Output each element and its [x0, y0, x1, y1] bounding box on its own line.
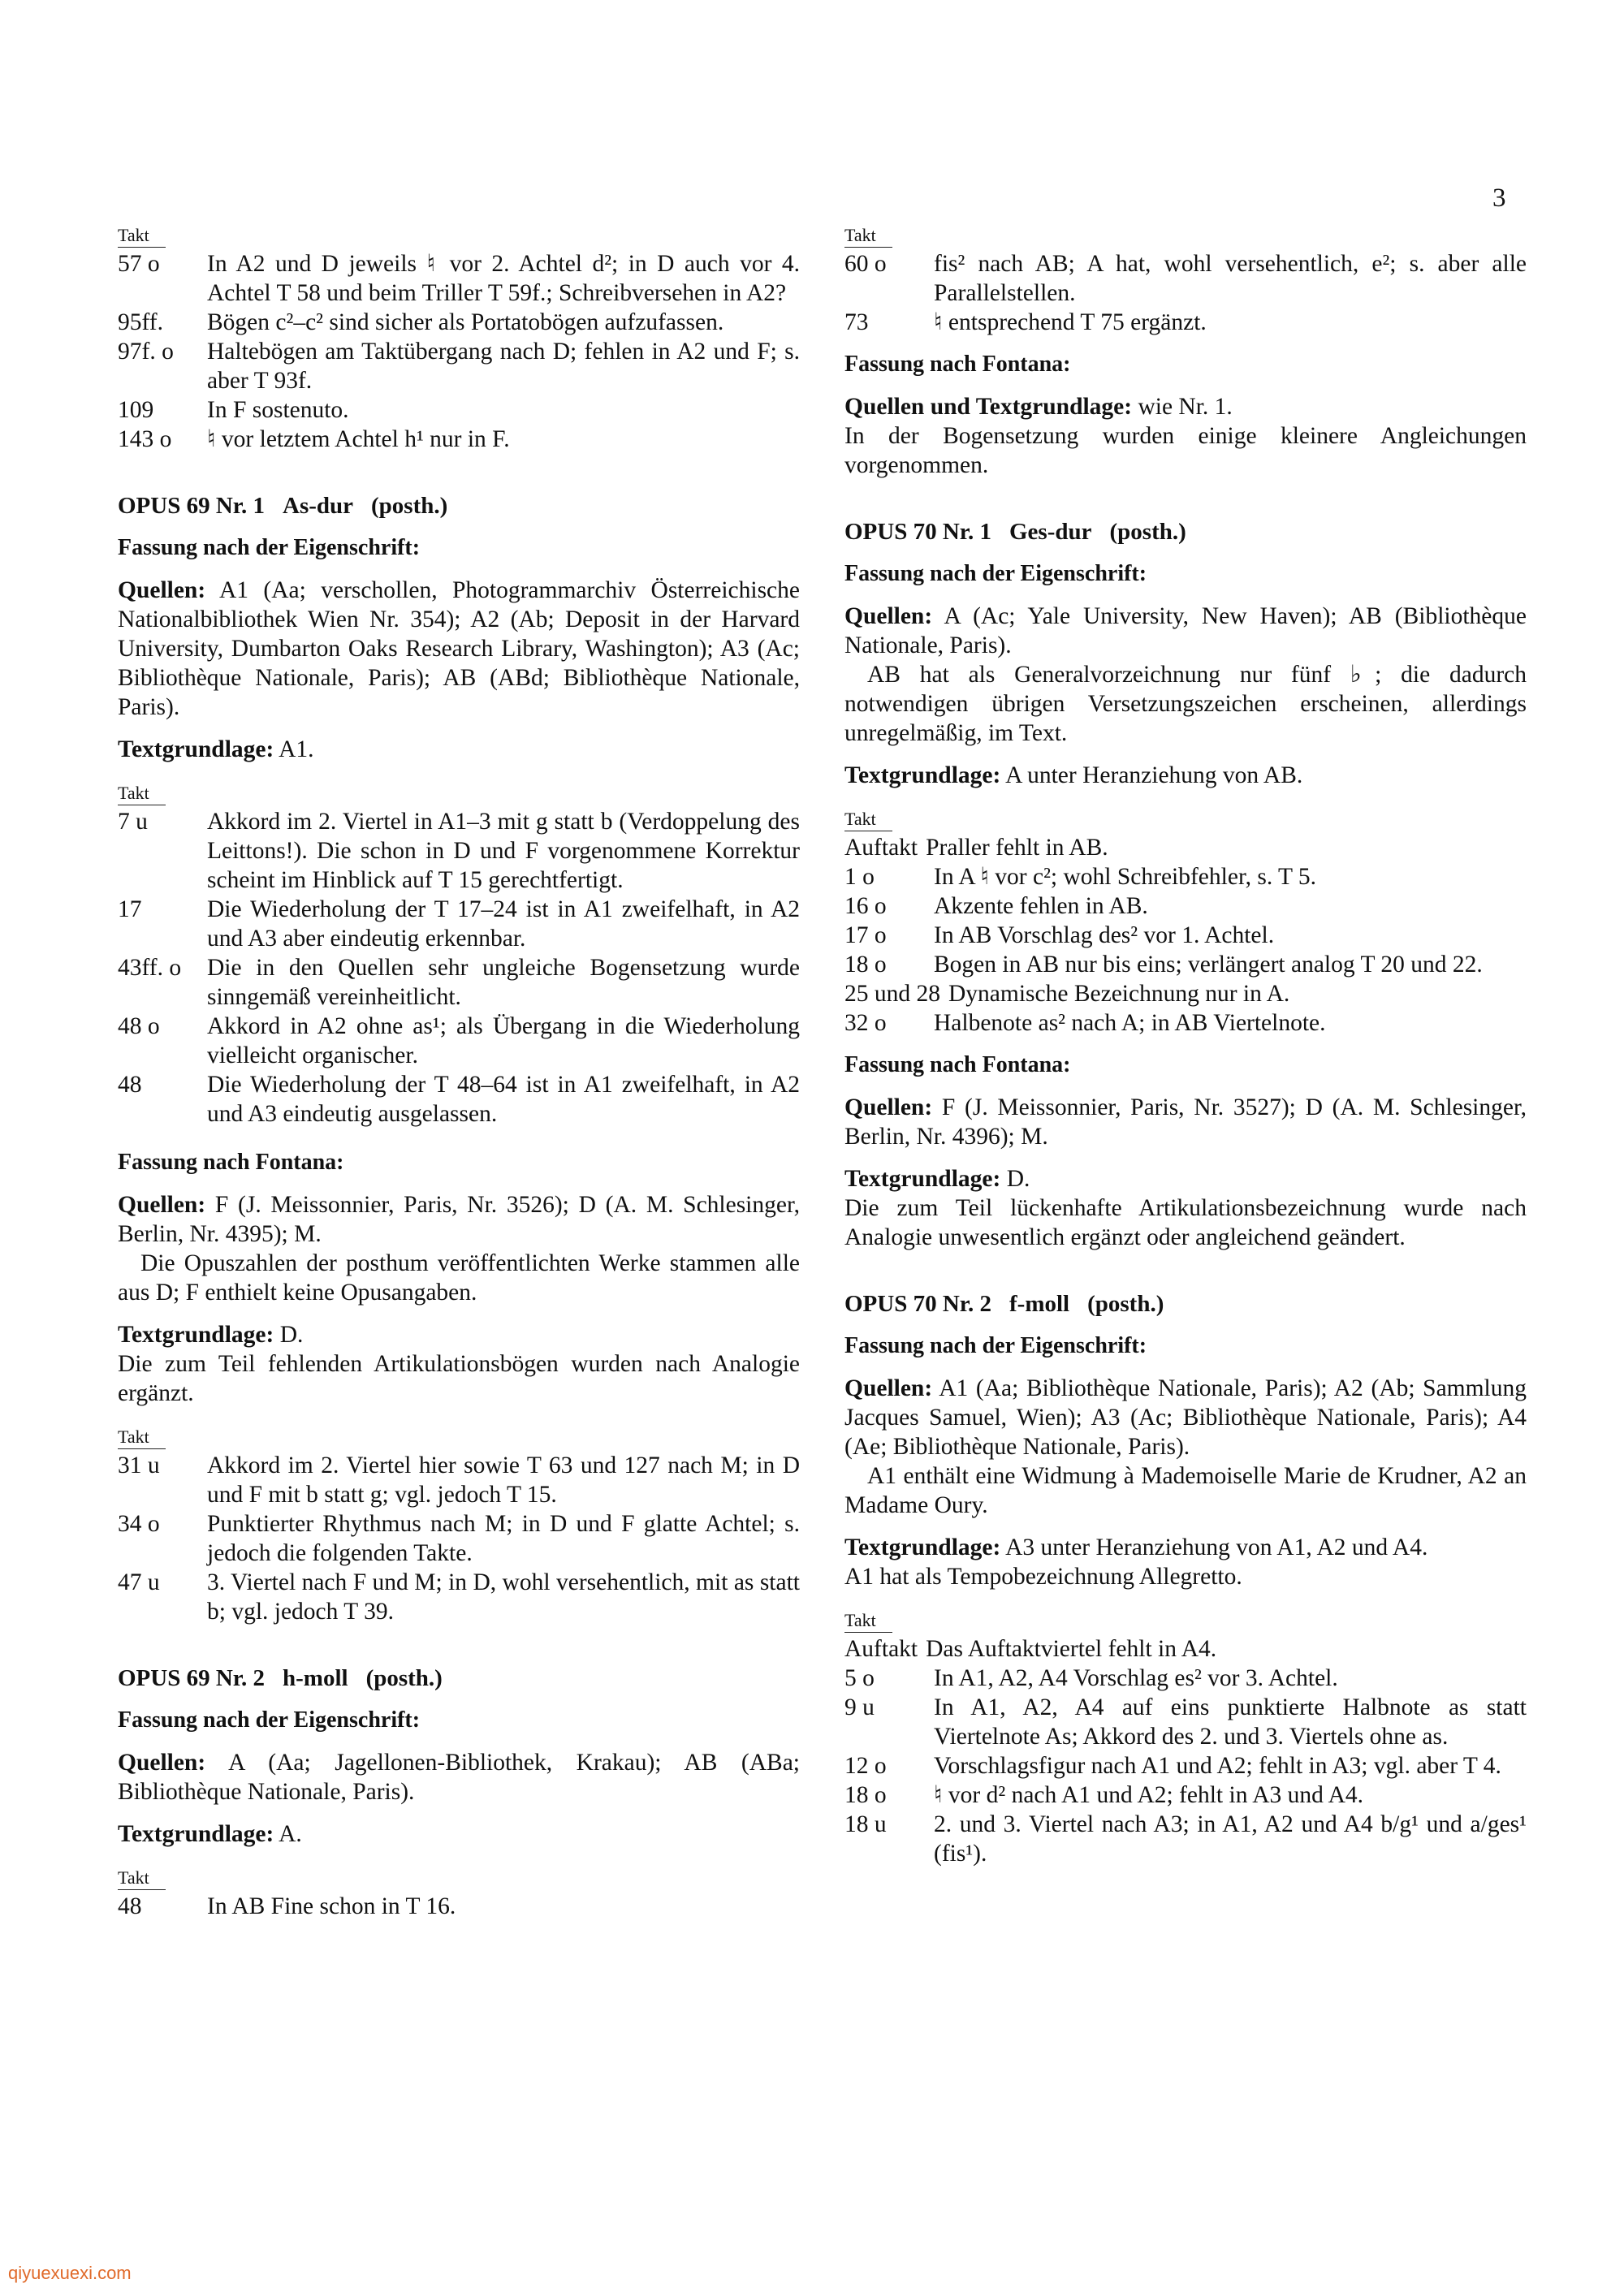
- sources-paragraph: [844, 392, 1527, 421]
- sources-paragraph: [118, 1748, 800, 1806]
- sources-label: Quellen:: [118, 577, 206, 603]
- list-item: [118, 895, 800, 953]
- sources-text: A (Aa; Jagellonen-Bibliothek, Krakau); AB (ABa; Bibliothèque Nationale, Paris).: [118, 1750, 801, 1805]
- text-basis-text: D.: [279, 1322, 304, 1348]
- text-basis-paragraph: [118, 735, 800, 764]
- note-paragraph: A1 enthält eine Widmung à Mademoiselle Marie de Krudner, A2 an Madame Oury.: [844, 1463, 1527, 1518]
- list-item: [844, 950, 1527, 979]
- measure-number: 25 und 28: [844, 981, 940, 1007]
- entry-list: [118, 1451, 800, 1626]
- sources-paragraph: [844, 602, 1527, 660]
- opus-posth: (posth.): [1087, 1291, 1164, 1317]
- text-basis-paragraph: [844, 761, 1527, 790]
- entry-text: ♮ vor letztem Achtel h¹ nur in F.: [207, 426, 510, 452]
- sources-paragraph: [844, 1093, 1527, 1151]
- text-basis-label: Textgrundlage:: [118, 1322, 274, 1348]
- opus-posth: (posth.): [371, 493, 448, 519]
- opus-heading: [844, 1289, 1527, 1319]
- entry-list: [844, 1634, 1527, 1868]
- entry-text: In AB Fine schon in T 16.: [207, 1893, 456, 1919]
- opus-key: As-dur: [283, 493, 354, 519]
- list-item: [844, 833, 1527, 862]
- list-item: [118, 1892, 800, 1921]
- measure-number: 5 o: [844, 1665, 875, 1691]
- text-basis-paragraph: [844, 1533, 1527, 1562]
- left-column: [118, 219, 800, 1921]
- entry-text: Halbenote as² nach A; in AB Viertelnote.: [934, 1010, 1326, 1036]
- text-basis-text: A1.: [279, 736, 314, 762]
- measure-number: 17: [118, 896, 142, 922]
- list-item: [844, 921, 1527, 950]
- measure-number: 95ff.: [118, 309, 163, 335]
- text-basis-paragraph: [118, 1819, 800, 1849]
- note-paragraph: AB hat als Generalvorzeichnung nur fünf ♭; die dadurch notwendigen übrigen Versetzungszeichen erscheinen, allerdings unregelmäßig, im Text.: [844, 662, 1527, 746]
- opus-posth: (posth.): [365, 1665, 443, 1691]
- watermark: qiyuexuexi.com: [0, 2255, 219, 2292]
- list-item: [118, 1509, 800, 1568]
- list-item: [844, 1693, 1527, 1751]
- sources-paragraph: [118, 576, 800, 722]
- list-item: [118, 395, 800, 425]
- entry-text: Die Wiederholung der T 48–64 ist in A1 zweifelhaft, in A2 und A3 eindeutig ausgelassen.: [207, 1072, 800, 1127]
- sources-label: Quellen:: [844, 1094, 933, 1120]
- list-item: [118, 1451, 800, 1509]
- text-basis-text: A3 unter Heranziehung von A1, A2 und A4.: [1005, 1534, 1428, 1560]
- text-basis-text: A.: [279, 1821, 302, 1847]
- sources-label: Quellen:: [844, 1375, 933, 1401]
- note-paragraph: Die Opuszahlen der posthum veröffentlichten Werke stammen alle aus D; F enthielt keine Opusangaben.: [118, 1250, 800, 1306]
- entry-text: In F sostenuto.: [207, 397, 349, 423]
- sources-text: A (Ac; Yale University, New Haven); AB (Bibliothèque Nationale, Paris).: [844, 603, 1527, 658]
- entry-text: In A1, A2, A4 Vorschlag es² vor 3. Achtel.: [934, 1665, 1338, 1691]
- entry-text: Praller fehlt in AB.: [926, 835, 1108, 861]
- entry-text: Dynamische Bezeichnung nur in A.: [948, 981, 1290, 1007]
- section-heading: Fassung nach Fontana:: [844, 1052, 1071, 1077]
- entry-text: Bögen c²–c² sind sicher als Portatobögen aufzufassen.: [207, 309, 724, 335]
- takt-label: Takt: [844, 808, 892, 831]
- list-item: [118, 1070, 800, 1129]
- takt-label: Takt: [118, 224, 166, 248]
- list-item: [844, 1751, 1527, 1781]
- measure-number: 97f. o: [118, 339, 174, 365]
- list-item: [844, 862, 1527, 891]
- text-basis-label: Textgrundlage:: [118, 736, 274, 762]
- opus-key: Ges-dur: [1009, 519, 1092, 545]
- measure-number: 73: [844, 309, 869, 335]
- measure-number: 60 o: [844, 251, 887, 277]
- entry-text: Die in den Quellen sehr ungleiche Bogensetzung wurde sinngemäß vereinheitlicht.: [207, 955, 800, 1010]
- opus-number: OPUS 70 Nr. 2: [844, 1291, 991, 1317]
- list-item: [118, 953, 800, 1012]
- takt-label: Takt: [844, 224, 892, 248]
- entry-text: In A1, A2, A4 auf eins punktierte Halbnote as statt Viertelnote As; Akkord des 2. und 3. Viertels ohne as.: [934, 1694, 1527, 1750]
- section-heading: Fassung nach der Eigenschrift:: [118, 1707, 421, 1733]
- text-basis-text: A unter Heranziehung von AB.: [1005, 762, 1303, 788]
- opus-key: f-moll: [1009, 1291, 1070, 1317]
- section-heading: Fassung nach der Eigenschrift:: [118, 535, 421, 560]
- list-item: [118, 1568, 800, 1626]
- list-item: [118, 425, 800, 454]
- text-basis-label: Textgrundlage:: [118, 1821, 274, 1847]
- list-item: [844, 308, 1527, 337]
- measure-number: 18 o: [844, 952, 887, 978]
- measure-number: 143 o: [118, 426, 172, 452]
- measure-number: 31 u: [118, 1452, 160, 1478]
- measure-number: 18 u: [844, 1811, 887, 1837]
- entry-list: [844, 833, 1527, 1038]
- entry-text: Akkord im 2. Viertel hier sowie T 63 und 127 nach M; in D und F mit b statt g; vgl. jedoch T 15.: [207, 1452, 800, 1508]
- entry-text: 3. Viertel nach F und M; in D, wohl versehentlich, mit as statt b; vgl. jedoch T 39.: [207, 1569, 800, 1625]
- entry-list: [844, 249, 1527, 337]
- sources-text: F (J. Meissonnier, Paris, Nr. 3526); D (A. M. Schlesinger, Berlin, Nr. 4395); M.: [118, 1192, 800, 1247]
- list-item: [118, 337, 800, 395]
- sources-text: A1 (Aa; verschollen, Photogrammarchiv Österreichische Nationalbibliothek Wien Nr. 354); A2 (Ab; Deposit in der Harvard University, Dumbarton Oaks Research Library, Washington); A3 (Ac; Bibliothèque Nationale, Paris); AB (ABd; Bibliothèque Nationale, Paris).: [118, 577, 800, 720]
- takt-label: Takt: [118, 1867, 166, 1890]
- entry-text: Akkord in A2 ohne as¹; als Übergang in die Wiederholung vielleicht organischer.: [207, 1013, 800, 1068]
- opus-number: OPUS 69 Nr. 1: [118, 493, 265, 519]
- list-item: [844, 1634, 1527, 1664]
- sources-label: Quellen:: [844, 603, 933, 629]
- section-heading: Fassung nach der Eigenschrift:: [844, 1333, 1147, 1358]
- text-basis-paragraph: [118, 1320, 800, 1349]
- entry-text: ♮ vor d² nach A1 und A2; fehlt in A3 und A4.: [934, 1782, 1364, 1808]
- sources-paragraph: [118, 1190, 800, 1249]
- section-heading: Fassung nach der Eigenschrift:: [844, 561, 1147, 586]
- list-item: [118, 807, 800, 895]
- list-item: [118, 308, 800, 337]
- measure-number: 12 o: [844, 1753, 887, 1779]
- sources-label: Quellen:: [118, 1192, 206, 1218]
- takt-label: Takt: [118, 1426, 166, 1449]
- measure-number: 48: [118, 1893, 142, 1919]
- note-paragraph: Die zum Teil lückenhafte Artikulationsbezeichnung wurde nach Analogie unwesentlich ergänzt oder angleichend geändert.: [844, 1195, 1527, 1250]
- list-item: [844, 1664, 1527, 1693]
- list-item: [844, 1810, 1527, 1868]
- note-paragraph: In der Bogensetzung wurden einige kleinere Angleichungen vorgenommen.: [844, 423, 1527, 478]
- right-column: [844, 219, 1527, 1868]
- opus-heading: [118, 491, 800, 520]
- sources-label: Quellen und Textgrundlage:: [844, 394, 1133, 420]
- text-basis-text: D.: [1006, 1166, 1030, 1192]
- list-item: [844, 979, 1527, 1008]
- opus-heading: [844, 517, 1527, 546]
- opus-posth: (posth.): [1109, 519, 1186, 545]
- sources-label: Quellen:: [118, 1750, 206, 1776]
- note-paragraph: A1 hat als Tempobezeichnung Allegretto.: [844, 1564, 1242, 1590]
- takt-label: Takt: [844, 1609, 892, 1633]
- measure-number: 18 o: [844, 1782, 887, 1808]
- list-item: [118, 1012, 800, 1070]
- entry-list: [118, 1892, 800, 1921]
- text-basis-label: Textgrundlage:: [844, 1534, 1001, 1560]
- measure-number: 43ff. o: [118, 955, 182, 981]
- section-heading: Fassung nach Fontana:: [844, 352, 1071, 377]
- measure-number: 34 o: [118, 1511, 160, 1537]
- text-basis-paragraph: [844, 1164, 1527, 1193]
- entry-text: In AB Vorschlag des² vor 1. Achtel.: [934, 922, 1275, 948]
- entry-text: Punktierter Rhythmus nach M; in D und F glatte Achtel; s. jedoch die folgenden Takte.: [207, 1511, 800, 1566]
- entry-list: [118, 807, 800, 1129]
- measure-number: 57 o: [118, 251, 160, 277]
- section-heading: Fassung nach Fontana:: [118, 1150, 344, 1175]
- sources-text: F (J. Meissonnier, Paris, Nr. 3527); D (A. M. Schlesinger, Berlin, Nr. 4396); M.: [844, 1094, 1527, 1150]
- measure-number: 16 o: [844, 893, 887, 919]
- text-basis-label: Textgrundlage:: [844, 762, 1001, 788]
- entry-text: Vorschlagsfigur nach A1 und A2; fehlt in A3; vgl. aber T 4.: [934, 1753, 1501, 1779]
- measure-number: 109: [118, 397, 154, 423]
- list-item: [844, 891, 1527, 921]
- sources-text: A1 (Aa; Bibliothèque Nationale, Paris); A2 (Ab; Sammlung Jacques Samuel, Wien); A3 (Ac; Bibliothèque Nationale, Paris); A4 (Ae; Bibliothèque Nationale, Paris).: [844, 1375, 1527, 1460]
- measure-number: Auftakt: [844, 835, 918, 861]
- entry-text: In A2 und D jeweils ♮ vor 2. Achtel d²; in D auch vor 4. Achtel T 58 und beim Triller T 59f.; Schreibversehen in A2?: [207, 251, 800, 306]
- list-item: [844, 1781, 1527, 1810]
- measure-number: 48: [118, 1072, 142, 1098]
- opus-number: OPUS 69 Nr. 2: [118, 1665, 265, 1691]
- page-number: 3: [1492, 183, 1506, 213]
- list-item: [844, 1008, 1527, 1038]
- list-item: [118, 249, 800, 308]
- measure-number: 47 u: [118, 1569, 160, 1595]
- measure-number: 9 u: [844, 1694, 875, 1720]
- entry-text: Bogen in AB nur bis eins; verlängert analog T 20 und 22.: [934, 952, 1483, 978]
- entry-text: Akkord im 2. Viertel in A1–3 mit g statt b (Verdoppelung des Leittons!). Die schon in D und F vorgenommene Korrektur scheint im Hinblick auf T 15 gerechtfertigt.: [207, 809, 800, 893]
- sources-paragraph: [844, 1374, 1527, 1461]
- takt-label: Takt: [118, 782, 166, 805]
- measure-number: 32 o: [844, 1010, 887, 1036]
- opus-key: h-moll: [283, 1665, 348, 1691]
- entry-text: Akzente fehlen in AB.: [934, 893, 1148, 919]
- measure-number: 17 o: [844, 922, 887, 948]
- measure-number: 1 o: [844, 864, 875, 890]
- entry-text: Haltebögen am Taktübergang nach D; fehlen in A2 und F; s. aber T 93f.: [207, 339, 800, 394]
- entry-list: [118, 249, 800, 454]
- sources-text: wie Nr. 1.: [1138, 394, 1233, 420]
- measure-number: 48 o: [118, 1013, 160, 1039]
- entry-text: 2. und 3. Viertel nach A3; in A1, A2 und A4 b/g¹ und a/ges¹ (fis¹).: [934, 1811, 1527, 1867]
- note-paragraph: Die zum Teil fehlenden Artikulationsbögen wurden nach Analogie ergänzt.: [118, 1351, 800, 1406]
- measure-number: Auftakt: [844, 1636, 918, 1662]
- entry-text: In A ♮ vor c²; wohl Schreibfehler, s. T 5.: [934, 864, 1317, 890]
- entry-text: ♮ entsprechend T 75 ergänzt.: [934, 309, 1207, 335]
- opus-number: OPUS 70 Nr. 1: [844, 519, 991, 545]
- text-basis-label: Textgrundlage:: [844, 1166, 1001, 1192]
- measure-number: 7 u: [118, 809, 148, 835]
- entry-text: Das Auftaktviertel fehlt in A4.: [926, 1636, 1217, 1662]
- list-item: [844, 249, 1527, 308]
- opus-heading: [118, 1664, 800, 1693]
- entry-text: Die Wiederholung der T 17–24 ist in A1 zweifelhaft, in A2 und A3 aber eindeutig erkennbar.: [207, 896, 800, 952]
- entry-text: fis² nach AB; A hat, wohl versehentlich, e²; s. aber alle Parallelstellen.: [934, 251, 1527, 306]
